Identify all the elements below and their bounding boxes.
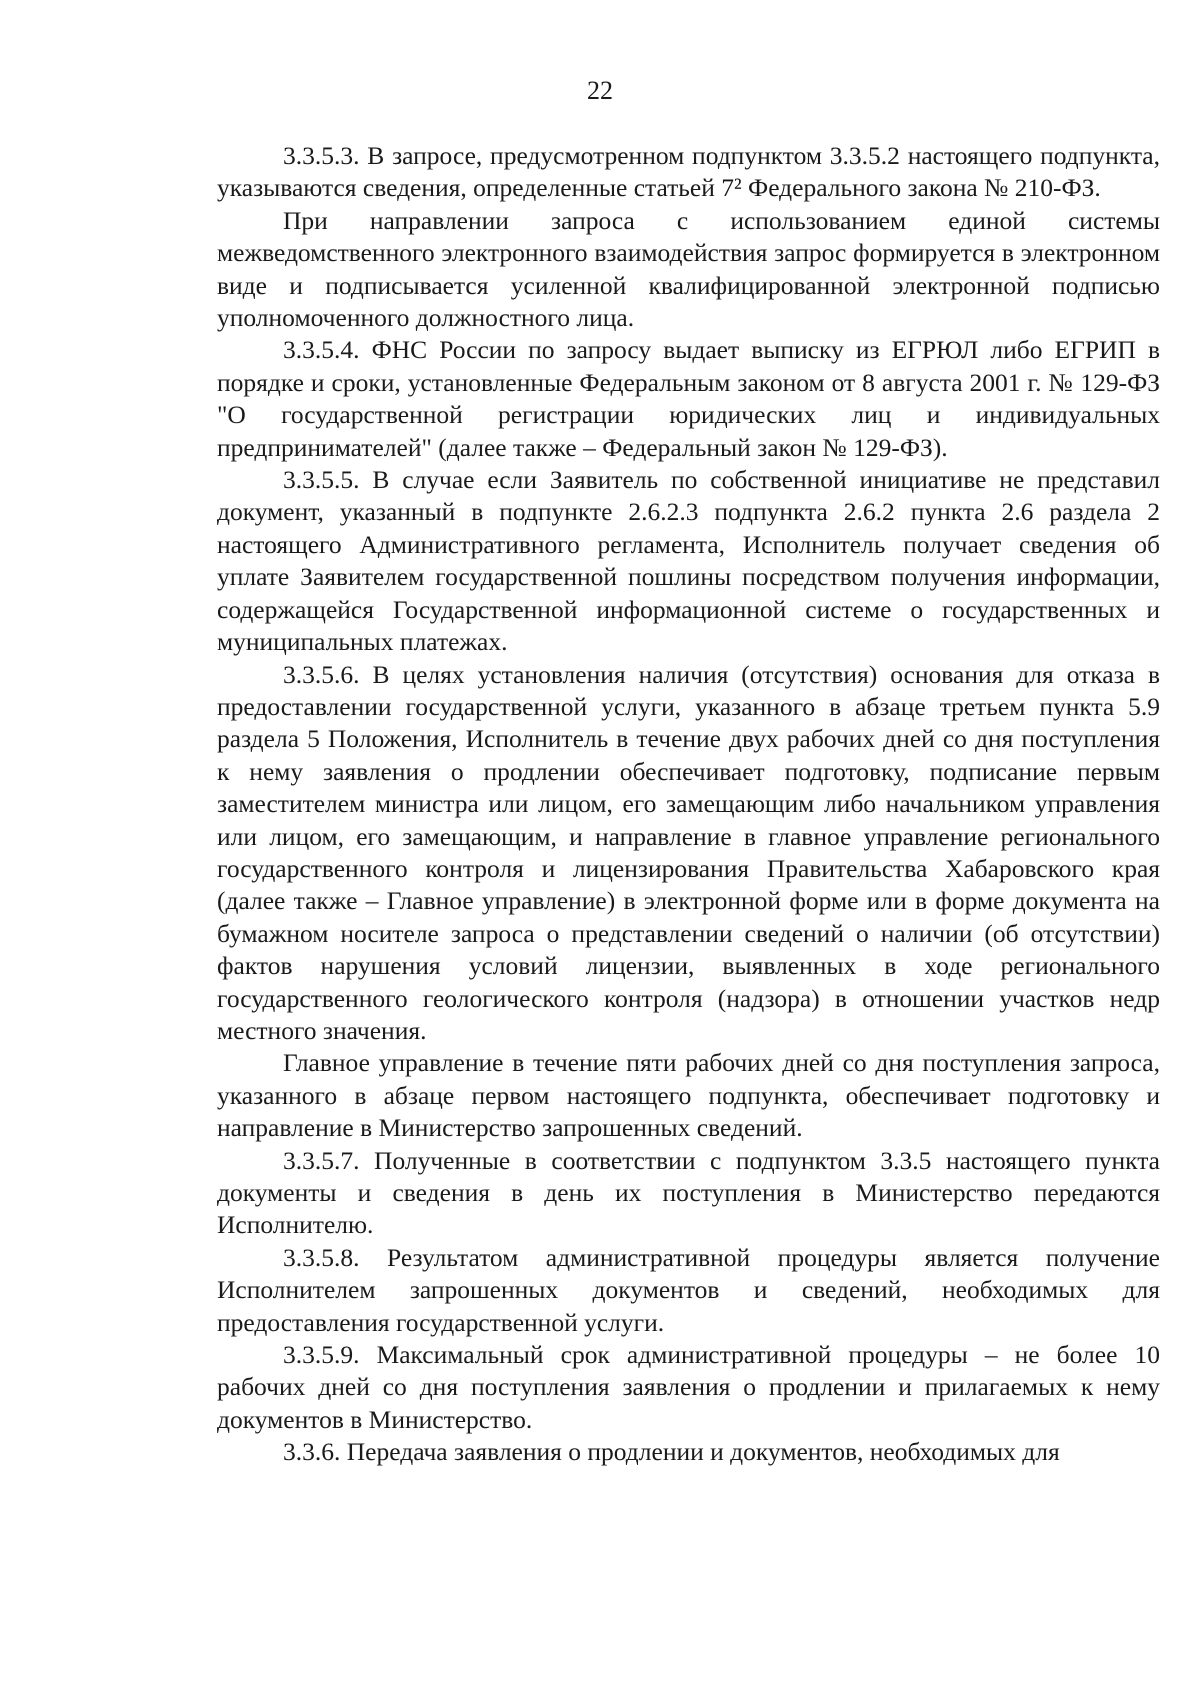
paragraph-3-3-5-4: 3.3.5.4. ФНС России по запросу выдает выписку из ЕГРЮЛ либо ЕГРИП в порядке и сроки, установленные Федеральным законом от 8 августа 2001 г. № 129-ФЗ "О государственной регистрации юридических лиц и индивидуальных предпринимателей" (далее также – Федеральный закон № 129-ФЗ). <box>217 335 1160 462</box>
paragraph-3-3-5-6: 3.3.5.6. В целях установления наличия (отсутствия) основания для отказа в предоставлении государственной услуги, указанного в абзаце третьем пункта 5.9 раздела 5 Положения, Исполнитель в течение двух рабочих дней со дня поступления к нему заявления о продлении обеспечивает подготовку, подписание первым заместителем министра или лицом, его замещающим либо начальником управления или лицом, его замещающим, и направление в главное управление регионального государственного контроля и лицензирования Правительства Хабаровского края (далее также – Главное управление) в электронной форме или в форме документа на бумажном носителе запроса о представлении сведений о наличии (об отсутствии) фактов нарушения условий лицензии, выявленных в ходе регионального государственного геологического контроля (надзора) в отношении участков недр местного значения. <box>217 659 1160 1045</box>
paragraph-3-3-5-3: 3.3.5.3. В запросе, предусмотренном подпунктом 3.3.5.2 настоящего подпункта, указываются сведения, определенные статьей 7² Федерального закона № 210-ФЗ. <box>217 141 1160 203</box>
paragraph-3-3-6: 3.3.6. Передача заявления о продлении и документов, необходимых для <box>283 1437 1060 1467</box>
document-body <box>217 140 1160 1469</box>
page-number: 22 <box>587 76 613 105</box>
paragraph-main-directorate: Главное управление в течение пяти рабочих дней со дня поступления запроса, указанного в абзаце первом настоящего подпункта, обеспечивает подготовку и направление в Министерство запрошенных сведений. <box>217 1048 1160 1143</box>
paragraph-3-3-5-5: 3.3.5.5. В случае если Заявитель по собственной инициативе не представил документ, указанный в подпункте 2.6.2.3 подпункта 2.6.2 пункта 2.6 раздела 2 настоящего Административного регламента, Исполнитель получает сведения об уплате Заявителем государственной пошлины посредством получения информации, содержащейся Государственной информационной системе о государственных и муниципальных платежах. <box>217 465 1160 657</box>
paragraph-3-3-5-7: 3.3.5.7. Полученные в соответствии с подпунктом 3.3.5 настоящего пункта документы и сведения в день их поступления в Министерство передаются Исполнителю. <box>217 1145 1160 1240</box>
paragraph-interagency-request: При направлении запроса с использованием единой системы межведомственного электронного взаимодействия запрос формируется в электронном виде и подписывается усиленной квалифицированной электронной подписью уполномоченного должностного лица. <box>217 205 1160 333</box>
paragraph-3-3-5-9: 3.3.5.9. Максимальный срок административной процедуры – не более 10 рабочих дней со дня поступления заявления о продлении и прилагаемых к нему документов в Министерство. <box>217 1340 1160 1434</box>
paragraph-3-3-5-8: 3.3.5.8. Результатом административной процедуры является получение Исполнителем запрошенных документов и сведений, необходимых для предоставления государственной услуги. <box>217 1242 1160 1337</box>
